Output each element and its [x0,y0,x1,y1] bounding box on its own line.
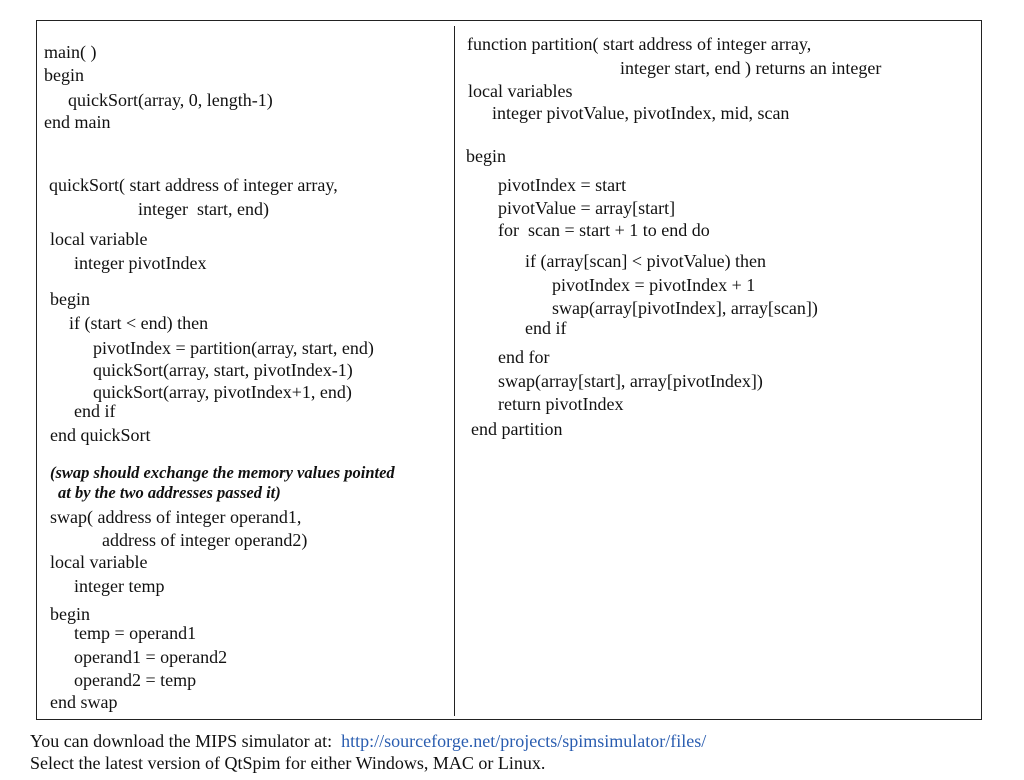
code-line-quicksort-signature: quickSort( start address of integer array, [49,175,338,195]
code-line-partition-return: return pivotIndex [498,394,624,414]
download-link[interactable]: http://sourceforge.net/projects/spimsimulator/files/ [341,731,707,751]
code-line-main-begin: begin [44,65,84,85]
code-line-partition-pivotvalue: pivotValue = array[start] [498,198,676,218]
column-divider [454,26,455,716]
code-line-swap-assign2: operand2 = temp [74,670,197,690]
code-line-partition-local: local variables [468,81,573,101]
code-line-main-end: end main [44,112,111,132]
code-line-quicksort-decl: integer pivotIndex [74,253,207,273]
code-line-partition-swap-outer: swap(array[start], array[pivotIndex]) [498,371,763,391]
code-line-swap-decl: integer temp [74,576,165,596]
code-line-quicksort-if: if (start < end) then [69,313,209,333]
code-line-partition-pivotindex: pivotIndex = start [498,175,627,195]
code-line-main-call: quickSort(array, 0, length-1) [68,90,273,110]
code-line-swap-assign1: operand1 = operand2 [74,647,228,667]
code-line-partition-for: for scan = start + 1 to end do [498,220,710,240]
code-line-quicksort-recurse-right: quickSort(array, pivotIndex+1, end) [93,382,352,402]
download-instructions [30,730,706,752]
code-line-partition-params: integer start, end ) returns an integer [620,58,882,78]
code-line-swap-end: end swap [50,692,118,712]
code-line-swap-local: local variable [50,552,148,572]
code-line-swap-param2: address of integer operand2) [102,530,308,550]
code-line-quicksort-params: integer start, end) [138,199,269,219]
code-line-quicksort-endif: end if [74,401,116,421]
code-line-partition-swap-inner: swap(array[pivotIndex], array[scan]) [552,298,818,318]
code-line-quicksort-recurse-left: quickSort(array, start, pivotIndex-1) [93,360,353,380]
code-line-partition-signature: function partition( start address of integer array, [467,34,812,54]
code-line-partition-endfor: end for [498,347,550,367]
code-line-main-header: main( ) [44,42,97,62]
code-line-swap-signature: swap( address of integer operand1, [50,507,302,527]
code-line-partition-increment: pivotIndex = pivotIndex + 1 [552,275,756,295]
code-line-partition-begin: begin [466,146,506,166]
code-line-partition-end: end partition [471,419,563,439]
code-line-swap-begin: begin [50,604,90,624]
code-line-swap-temp: temp = operand1 [74,623,197,643]
download-label: You can download the MIPS simulator at: [30,731,333,751]
swap-note-line-2: at by the two addresses passed it) [58,483,281,502]
code-line-partition-endif: end if [525,318,567,338]
code-line-quicksort-local: local variable [50,229,148,249]
version-note: Select the latest version of QtSpim for either Windows, MAC or Linux. [30,753,546,773]
code-line-quicksort-partition-call: pivotIndex = partition(array, start, end) [93,338,374,358]
code-line-quicksort-end: end quickSort [50,425,151,445]
swap-note-line-1: (swap should exchange the memory values pointed [50,463,395,482]
code-line-partition-decl: integer pivotValue, pivotIndex, mid, scan [492,103,790,123]
code-line-quicksort-begin: begin [50,289,90,309]
code-line-partition-if: if (array[scan] < pivotValue) then [525,251,767,271]
